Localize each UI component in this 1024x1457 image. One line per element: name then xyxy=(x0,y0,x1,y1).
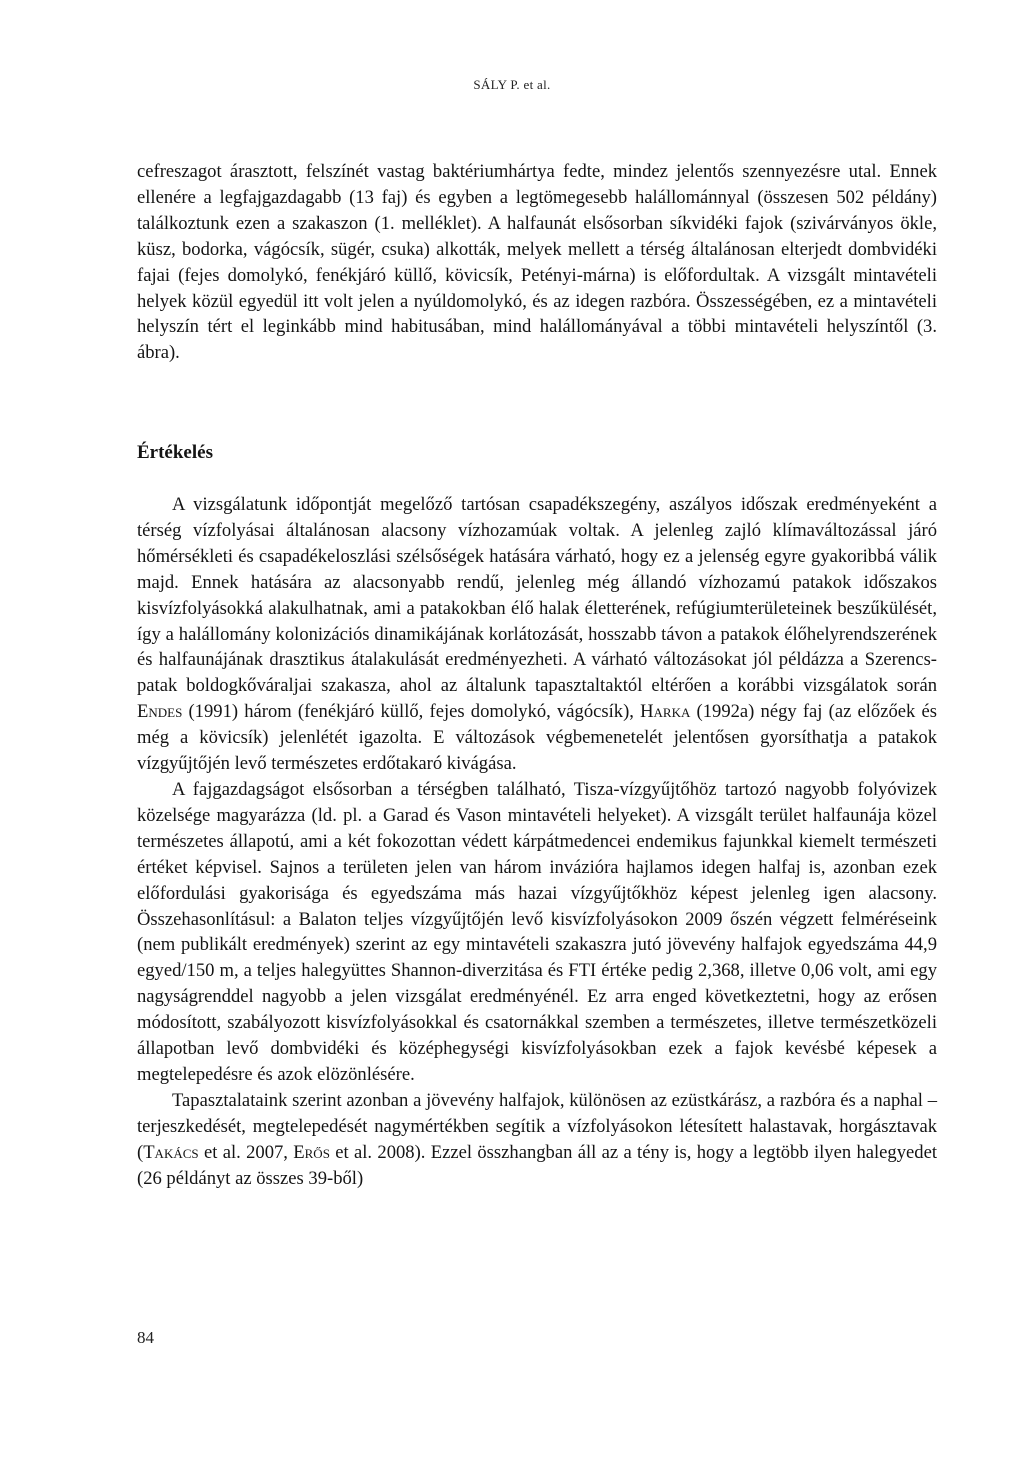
paragraph-3-text-b: et al. 2007, xyxy=(198,1141,294,1163)
section-title: Értékelés xyxy=(137,442,213,463)
paragraph-3 xyxy=(137,1088,937,1192)
author-citation-endes: Endes xyxy=(137,701,183,723)
paragraph-1-text-a: A vizsgálatunk időpontját megelőző tartósan csapadékszegény, aszályos időszak eredményeként a térség vízfolyásai általánosan alacsony vízhozamúak voltak. A jelenleg zajló klímaváltozással járó hőmérsékleti és csapadékeloszlási szélsőségek hatására várható, hogy ez a jelenség egyre gyakoribbá válik majd. Ennek hatására az alacsonyabb rendű, jelenleg még állandó vízhozamú patakok időszakos kisvízfolyásokká alakulhatnak, ami a patakokban élő halak életterének, refúgiumterületeinek beszűkülését, így a halállomány kolonizációs dinamikájának korlátozását, hosszabb távon a patakok élőhelyrendszerének és halfaunájának drasztikus átalakulását eredményezheti. A várható változásokat jól példázza a Szerencs-patak boldogkőváraljai szakasza, ahol az általunk tapasztaltaktól eltérően a korábbi vizsgálatok során xyxy=(137,494,937,697)
intro-block xyxy=(137,159,937,366)
author-citation-harka: Harka xyxy=(640,701,691,723)
paragraph-3-text-c: et al. 2008). Ezzel összhangban áll az a tény is, hogy a legtöbb ilyen halegyedet (26 példányt az összes 39-ből) xyxy=(137,1141,937,1189)
section-body xyxy=(137,492,937,1191)
paragraph-1-text-b: (1991) három (fenékjáró küllő, fejes domolykó, vágócsík), xyxy=(182,701,641,723)
paragraph-1-text-c: (1992a) négy faj (az előzőek és még a kövicsík) jelenlétét igazolta. E változások végbemenetelét jelentősen gyorsíthatja a patakok vízgyűjtőjén levő természetes erdőtakaró kivágása. xyxy=(137,701,937,775)
paragraph-3-text-a: Tapasztalataink szerint azonban a jövevény halfajok, különösen az ezüstkárász, a razbóra és a naphal – terjeszkedését, megtelepedését nagymértékben segítik a vízfolyásokon létesített halastavak, horgásztavak ( xyxy=(137,1089,937,1163)
paragraph-1 xyxy=(137,492,937,777)
intro-paragraph: cefreszagot árasztott, felszínét vastag baktériumhártya fedte, mindez jelentős szennyezésre utal. Ennek ellenére a legfajgazdagabb (13 faj) és egyben a legtömegesebb halállománnyal (összesen 502 példány) találkoztunk ezen a szakaszon (1. melléklet). A halfaunát elsősorban síkvidéki fajok (szivárványos ökle, küsz, bodorka, vágócsík, sügér, csuka) alkották, melyek mellett a térség általánosan elterjedt dombvidéki fajai (fejes domolykó, fenékjáró küllő, kövicsík, Petényi-márna) is előfordultak. A vizsgált mintavételi helyek közül egyedül itt volt jelen a nyúldomolykó, és az idegen razbóra. Összességében, ez a mintavételi helyszín tért el leginkább mind habitusában, mind halállományával a többi mintavételi helyszíntől (3. ábra). xyxy=(137,161,937,364)
author-citation-takacs: Takács xyxy=(143,1141,199,1163)
page-number: 84 xyxy=(137,1328,154,1347)
running-header: SÁLY P. et al. xyxy=(473,77,551,92)
paragraph-2: A fajgazdagságot elsősorban a térségben található, Tisza-vízgyűjtőhöz tartozó nagyobb folyóvizek közelsége magyarázza (ld. pl. a Garad és Vason mintavételi helyeket). A vizsgált terület halfaunája közel természetes állapotú, ami a két fokozottan védett kárpátmedencei endemikus fajunkkal kiemelt természeti értéket képvisel. Sajnos a területen jelen van három invázióra hajlamos idegen halfaj is, azonban ezek előfordulási gyakorisága és egyedszáma más hazai vízgyűjtőkhöz képest jelenleg igen alacsony. Összehasonlításul: a Balaton teljes vízgyűjtőjén levő kisvízfolyásokon 2009 őszén végzett felméréseink (nem publikált eredmények) szerint az egy mintavételi szakaszra jutó jövevény halfajok egyedszáma 44,9 egyed/150 m, a teljes halegyüttes Shannon-diverzitása és FTI értéke pedig 2,368, illetve 0,06 volt, ami egy nagyságrenddel nagyobb a jelen vizsgálat eredményénél. Ez arra enged következtetni, hogy az erősen módosított, szabályozott kisvízfolyásokkal és csatornákkal szemben a természetes, illetve természetközeli állapotban levő dombvidéki és középhegységi kisvízfolyásokban ezek a fajok kevésbé képesek a megtelepedésre és azok elözönlésére. xyxy=(137,778,937,1085)
author-citation-eros: Erős xyxy=(293,1141,330,1163)
